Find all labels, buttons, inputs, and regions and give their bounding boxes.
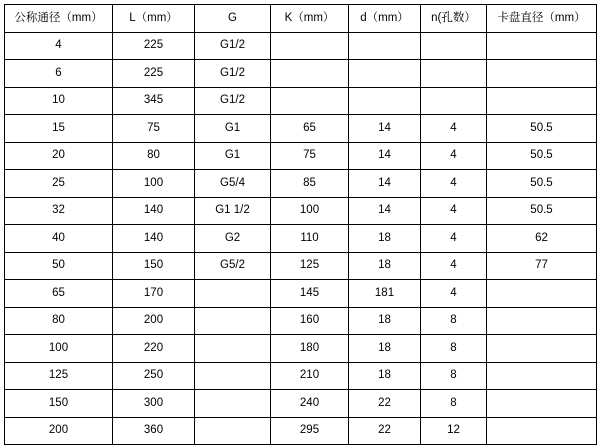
cell-flange-diameter	[487, 32, 597, 60]
cell-d: 22	[349, 390, 421, 418]
cell-length: 225	[113, 32, 195, 60]
table-row	[5, 390, 597, 418]
cell-thread: G1	[195, 142, 271, 170]
cell-thread: G2	[195, 225, 271, 253]
cell-k: 180	[271, 335, 349, 363]
cell-length: 150	[113, 252, 195, 280]
cell-hole-count: 4	[421, 225, 487, 253]
cell-thread: G5/4	[195, 170, 271, 198]
table-row	[5, 87, 597, 115]
cell-k: 210	[271, 362, 349, 390]
cell-d: 18	[349, 307, 421, 335]
cell-hole-count: 8	[421, 335, 487, 363]
cell-nominal-diameter: 32	[5, 197, 113, 225]
cell-thread: G1	[195, 115, 271, 143]
cell-d: 14	[349, 170, 421, 198]
cell-hole-count: 4	[421, 280, 487, 308]
cell-length: 170	[113, 280, 195, 308]
cell-length: 225	[113, 60, 195, 88]
cell-d: 18	[349, 362, 421, 390]
column-header-nominal-diameter: 公称通径（mm）	[5, 5, 113, 33]
cell-length: 250	[113, 362, 195, 390]
cell-thread	[195, 280, 271, 308]
cell-nominal-diameter: 125	[5, 362, 113, 390]
cell-d: 14	[349, 142, 421, 170]
cell-nominal-diameter: 200	[5, 417, 113, 445]
column-header-flange-diameter: 卡盘直径（mm）	[487, 5, 597, 33]
cell-nominal-diameter: 6	[5, 60, 113, 88]
cell-d: 181	[349, 280, 421, 308]
cell-k: 65	[271, 115, 349, 143]
cell-k: 110	[271, 225, 349, 253]
table-header	[5, 5, 597, 33]
cell-d: 18	[349, 252, 421, 280]
table-row	[5, 280, 597, 308]
cell-k	[271, 32, 349, 60]
cell-hole-count: 4	[421, 252, 487, 280]
cell-nominal-diameter: 80	[5, 307, 113, 335]
cell-length: 75	[113, 115, 195, 143]
table-row	[5, 197, 597, 225]
table-row	[5, 170, 597, 198]
cell-thread	[195, 335, 271, 363]
cell-k: 125	[271, 252, 349, 280]
cell-k: 145	[271, 280, 349, 308]
table-row	[5, 115, 597, 143]
table-row	[5, 252, 597, 280]
cell-k	[271, 60, 349, 88]
cell-flange-diameter	[487, 362, 597, 390]
cell-length: 345	[113, 87, 195, 115]
cell-hole-count: 4	[421, 197, 487, 225]
cell-flange-diameter	[487, 60, 597, 88]
cell-nominal-diameter: 15	[5, 115, 113, 143]
table-row	[5, 307, 597, 335]
cell-hole-count: 12	[421, 417, 487, 445]
cell-length: 140	[113, 197, 195, 225]
cell-k	[271, 87, 349, 115]
cell-thread	[195, 362, 271, 390]
column-header-d: d（mm）	[349, 5, 421, 33]
cell-flange-diameter: 62	[487, 225, 597, 253]
table-body	[5, 32, 597, 445]
cell-hole-count: 4	[421, 170, 487, 198]
table-row	[5, 362, 597, 390]
cell-k: 240	[271, 390, 349, 418]
cell-nominal-diameter: 4	[5, 32, 113, 60]
cell-length: 80	[113, 142, 195, 170]
cell-hole-count: 8	[421, 390, 487, 418]
cell-length: 140	[113, 225, 195, 253]
cell-d: 14	[349, 115, 421, 143]
cell-flange-diameter	[487, 417, 597, 445]
cell-d	[349, 60, 421, 88]
cell-flange-diameter	[487, 390, 597, 418]
cell-k: 160	[271, 307, 349, 335]
cell-d	[349, 87, 421, 115]
cell-flange-diameter	[487, 280, 597, 308]
column-header-k: K（mm）	[271, 5, 349, 33]
cell-k: 75	[271, 142, 349, 170]
cell-d	[349, 32, 421, 60]
cell-nominal-diameter: 10	[5, 87, 113, 115]
cell-nominal-diameter: 65	[5, 280, 113, 308]
table-row	[5, 335, 597, 363]
table-row	[5, 225, 597, 253]
cell-nominal-diameter: 20	[5, 142, 113, 170]
cell-length: 300	[113, 390, 195, 418]
cell-hole-count: 4	[421, 115, 487, 143]
specification-table	[4, 4, 597, 445]
cell-hole-count	[421, 87, 487, 115]
cell-length: 100	[113, 170, 195, 198]
cell-hole-count: 8	[421, 362, 487, 390]
cell-d: 18	[349, 335, 421, 363]
cell-flange-diameter	[487, 307, 597, 335]
cell-flange-diameter: 50.5	[487, 170, 597, 198]
cell-length: 220	[113, 335, 195, 363]
cell-flange-diameter	[487, 87, 597, 115]
cell-thread: G1/2	[195, 60, 271, 88]
cell-k: 85	[271, 170, 349, 198]
cell-thread: G5/2	[195, 252, 271, 280]
column-header-length: L（mm）	[113, 5, 195, 33]
cell-k: 295	[271, 417, 349, 445]
cell-flange-diameter: 50.5	[487, 142, 597, 170]
table-row	[5, 417, 597, 445]
cell-d: 14	[349, 197, 421, 225]
table-row	[5, 60, 597, 88]
cell-length: 200	[113, 307, 195, 335]
cell-nominal-diameter: 40	[5, 225, 113, 253]
cell-thread: G1/2	[195, 32, 271, 60]
table-header-row	[5, 5, 597, 33]
cell-d: 18	[349, 225, 421, 253]
cell-thread	[195, 307, 271, 335]
cell-thread	[195, 390, 271, 418]
cell-hole-count: 4	[421, 142, 487, 170]
cell-nominal-diameter: 50	[5, 252, 113, 280]
cell-thread: G1/2	[195, 87, 271, 115]
cell-hole-count	[421, 32, 487, 60]
table-row	[5, 32, 597, 60]
column-header-hole-count: n(孔数）	[421, 5, 487, 33]
cell-flange-diameter: 77	[487, 252, 597, 280]
cell-flange-diameter: 50.5	[487, 115, 597, 143]
cell-nominal-diameter: 150	[5, 390, 113, 418]
table-row	[5, 142, 597, 170]
cell-d: 22	[349, 417, 421, 445]
cell-nominal-diameter: 25	[5, 170, 113, 198]
cell-k: 100	[271, 197, 349, 225]
cell-hole-count: 8	[421, 307, 487, 335]
cell-nominal-diameter: 100	[5, 335, 113, 363]
cell-thread	[195, 417, 271, 445]
cell-thread: G1 1/2	[195, 197, 271, 225]
cell-length: 360	[113, 417, 195, 445]
cell-hole-count	[421, 60, 487, 88]
cell-flange-diameter: 50.5	[487, 197, 597, 225]
cell-flange-diameter	[487, 335, 597, 363]
column-header-thread: G	[195, 5, 271, 33]
